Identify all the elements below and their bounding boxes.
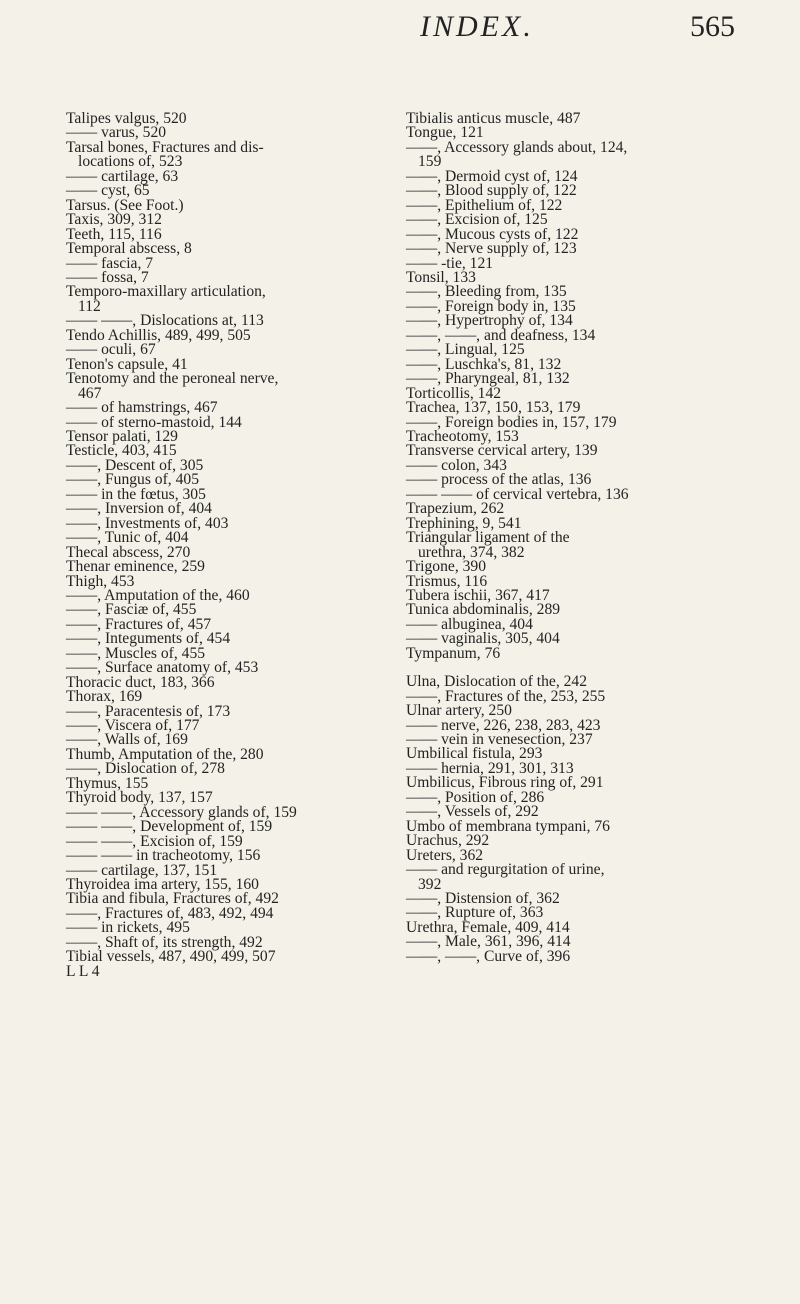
index-entry: ——, Rupture of, 363 — [406, 904, 544, 922]
index-entry: ——, Fractures of, 483, 492, 494 — [66, 904, 274, 922]
index-entry: ——, Amputation of the, 460 — [66, 586, 250, 604]
index-entry: ——, Investments of, 403 — [66, 514, 229, 532]
index-entry: ——, Pharyngeal, 81, 132 — [406, 370, 570, 388]
index-entry: ——, Mucous cysts of, 122 — [406, 225, 579, 243]
index-column-right — [406, 112, 736, 964]
index-entry: Tunica abdominalis, 289 — [406, 601, 561, 619]
running-title: INDEX. — [420, 10, 534, 43]
index-entry: —— colon, 343 — [406, 456, 507, 474]
index-entry: —— albuginea, 404 — [406, 615, 533, 633]
index-entry: Thigh, 453 — [66, 572, 135, 590]
index-entry: ——, Luschka's, 81, 132 — [406, 355, 562, 373]
index-entry: Trigone, 390 — [406, 558, 487, 576]
index-entry: ——, Surface anatomy of, 453 — [66, 659, 259, 677]
index-entry: urethra, 374, 382 — [418, 543, 525, 561]
index-entry: ——, Hypertrophy of, 134 — [406, 312, 573, 330]
index-entry: ——, Dislocation of, 278 — [66, 760, 225, 778]
index-entry: Thoracic duct, 183, 366 — [66, 673, 215, 691]
index-entry: —— -tie, 121 — [406, 254, 494, 272]
index-entry: Tarsus. (See Foot.) — [66, 196, 184, 214]
index-entry: ——, Bleeding from, 135 — [406, 283, 567, 301]
index-entry: Thymus, 155 — [66, 774, 149, 792]
index-entry: ——, Blood supply of, 122 — [406, 182, 577, 200]
index-entry: Tarsal bones, Fractures and dis- — [66, 138, 264, 156]
index-entry: Thenar eminence, 259 — [66, 558, 205, 576]
index-entry: Tubera ischii, 367, 417 — [406, 586, 550, 604]
index-entry: Thumb, Amputation of the, 280 — [66, 745, 264, 763]
index-entry: ——, Distension of, 362 — [406, 890, 560, 908]
index-entry: —— in rickets, 495 — [66, 919, 190, 937]
index-entry: ——, Dermoid cyst of, 124 — [406, 167, 578, 185]
index-entry: Talipes valgus, 520 — [66, 110, 187, 127]
index-entry: Tenon's capsule, 41 — [66, 355, 188, 373]
index-entry: —— of sterno-mastoid, 144 — [66, 413, 242, 431]
index-entry: locations of, 523 — [78, 153, 183, 171]
index-entry: 392 — [418, 875, 442, 893]
index-entry: Umbilical fistula, 293 — [406, 745, 543, 763]
index-entry: ——, Shaft of, its strength, 492 — [66, 933, 263, 951]
index-entry: —— fossa, 7 — [66, 268, 149, 286]
index-entry: Ulnar artery, 250 — [406, 702, 512, 720]
index-entry: Trapezium, 262 — [406, 500, 505, 518]
index-entry: —— vaginalis, 305, 404 — [406, 630, 560, 648]
index-entry: —— —— in tracheotomy, 156 — [66, 847, 261, 865]
index-entry: —— varus, 520 — [66, 124, 167, 142]
index-entry: Transverse cervical artery, 139 — [406, 442, 598, 460]
index-entry: —— of hamstrings, 467 — [66, 399, 218, 417]
index-entry: Tibialis anticus muscle, 487 — [406, 110, 581, 127]
index-entry: ——, Epithelium of, 122 — [406, 196, 563, 214]
index-entry: ——, Vessels of, 292 — [406, 803, 539, 821]
index-entry: ——, Inversion of, 404 — [66, 500, 212, 518]
index-entry: ——, Fractures of the, 253, 255 — [406, 687, 606, 705]
index-entry: Umbo of membrana tympani, 76 — [406, 817, 610, 835]
index-entry: ——, ——, Curve of, 396 — [406, 947, 571, 965]
index-entry: ——, Paracentesis of, 173 — [66, 702, 231, 720]
index-entry: —— cartilage, 137, 151 — [66, 861, 218, 879]
index-entry: ——, Integuments of, 454 — [66, 630, 231, 648]
index-entry: —— —— of cervical vertebra, 136 — [406, 485, 629, 503]
index-entry: ——, Fractures of, 457 — [66, 615, 212, 633]
index-entry: ——, Lingual, 125 — [406, 341, 525, 359]
index-entry: Torticollis, 142 — [406, 384, 502, 402]
index-entry: —— oculi, 67 — [66, 341, 156, 359]
index-entry: —— ——, Accessory glands of, 159 — [66, 803, 297, 821]
index-entry: Tonsil, 133 — [406, 268, 476, 286]
index-entry: Trismus, 116 — [406, 572, 488, 590]
index-entry: ——, Male, 361, 396, 414 — [406, 933, 571, 951]
index-entry: Temporal abscess, 8 — [66, 240, 192, 258]
index-entry: —— in the fœtus, 305 — [66, 485, 206, 503]
index-entry: Testicle, 403, 415 — [66, 442, 177, 460]
index-entry: —— cartilage, 63 — [66, 167, 179, 185]
index-entry: Urachus, 292 — [406, 832, 490, 850]
index-entry: Tympanum, 76 — [406, 644, 501, 662]
index-column-left — [66, 112, 406, 979]
index-entry: —— hernia, 291, 301, 313 — [406, 759, 574, 777]
index-entry: 112 — [78, 297, 101, 315]
index-entry: Temporo-maxillary articulation, — [66, 283, 266, 301]
index-entry: ——, Excision of, 125 — [406, 211, 548, 229]
index-entry: —— vein in venesection, 237 — [406, 731, 593, 749]
index-entry: Thyroidea ima artery, 155, 160 — [66, 876, 259, 894]
index-entry: 159 — [418, 153, 442, 171]
index-entry: ——, Muscles of, 455 — [66, 644, 206, 662]
index-entry: Thyroid body, 137, 157 — [66, 789, 213, 807]
index-entry: Tenotomy and the peroneal nerve, — [66, 370, 279, 388]
index-entry: Tibial vessels, 487, 490, 499, 507 — [66, 948, 276, 966]
index-entry: ——, Foreign bodies in, 157, 179 — [406, 413, 617, 431]
index-entry: Thecal abscess, 270 — [66, 543, 191, 561]
index-entry: —— nerve, 226, 238, 283, 423 — [406, 716, 601, 734]
index-entry: ——, Fungus of, 405 — [66, 471, 199, 489]
index-entry: Ulna, Dislocation of the, 242 — [406, 673, 588, 691]
index-entry: ——, Position of, 286 — [406, 788, 545, 806]
index-entry: —— cyst, 65 — [66, 182, 150, 200]
index-entry: 467 — [78, 384, 102, 402]
index-entry: L L 4 — [66, 962, 100, 980]
index-entry: Tongue, 121 — [406, 124, 484, 142]
page-number: 565 — [690, 10, 735, 43]
index-entry: Trachea, 137, 150, 153, 179 — [406, 399, 581, 417]
index-entry: Triangular ligament of the — [406, 529, 570, 547]
index-entry: Teeth, 115, 116 — [66, 225, 162, 243]
index-entry: Tensor palati, 129 — [66, 427, 178, 445]
index-entry: ——, Descent of, 305 — [66, 456, 204, 474]
index-entry: Ureters, 362 — [406, 846, 484, 864]
index-entry: Tibia and fibula, Fractures of, 492 — [66, 890, 279, 908]
index-entry: ——, Walls of, 169 — [66, 731, 188, 749]
index-entry: ——, Accessory glands about, 124, — [406, 138, 628, 156]
index-entry: ——, Foreign body in, 135 — [406, 297, 576, 315]
page-header — [0, 0, 800, 90]
index-entry: Urethra, Female, 409, 414 — [406, 918, 570, 936]
index-entry: —— ——, Development of, 159 — [66, 818, 273, 836]
index-entry: Umbilicus, Fibrous ring of, 291 — [406, 774, 604, 792]
index-entry: Tracheotomy, 153 — [406, 427, 519, 445]
index-entry: —— ——, Dislocations at, 113 — [66, 312, 264, 330]
index-entry: Tendo Achillis, 489, 499, 505 — [66, 326, 251, 344]
index-entry: —— fascia, 7 — [66, 254, 154, 272]
index-entry: Trephining, 9, 541 — [406, 514, 522, 532]
index-entry: Thorax, 169 — [66, 688, 143, 706]
index-entry: —— process of the atlas, 136 — [406, 471, 592, 489]
index-entry: ——, Fasciæ of, 455 — [66, 601, 197, 619]
index-entry: ——, Tunic of, 404 — [66, 529, 189, 547]
index-entry: —— and regurgitation of urine, — [406, 861, 605, 879]
index-entry: —— ——, Excision of, 159 — [66, 832, 243, 850]
index-entry: ——, Viscera of, 177 — [66, 717, 200, 735]
index-entry: Taxis, 309, 312 — [66, 211, 162, 229]
index-entry: ——, Nerve supply of, 123 — [406, 240, 577, 258]
index-entry: ——, ——, and deafness, 134 — [406, 326, 596, 344]
